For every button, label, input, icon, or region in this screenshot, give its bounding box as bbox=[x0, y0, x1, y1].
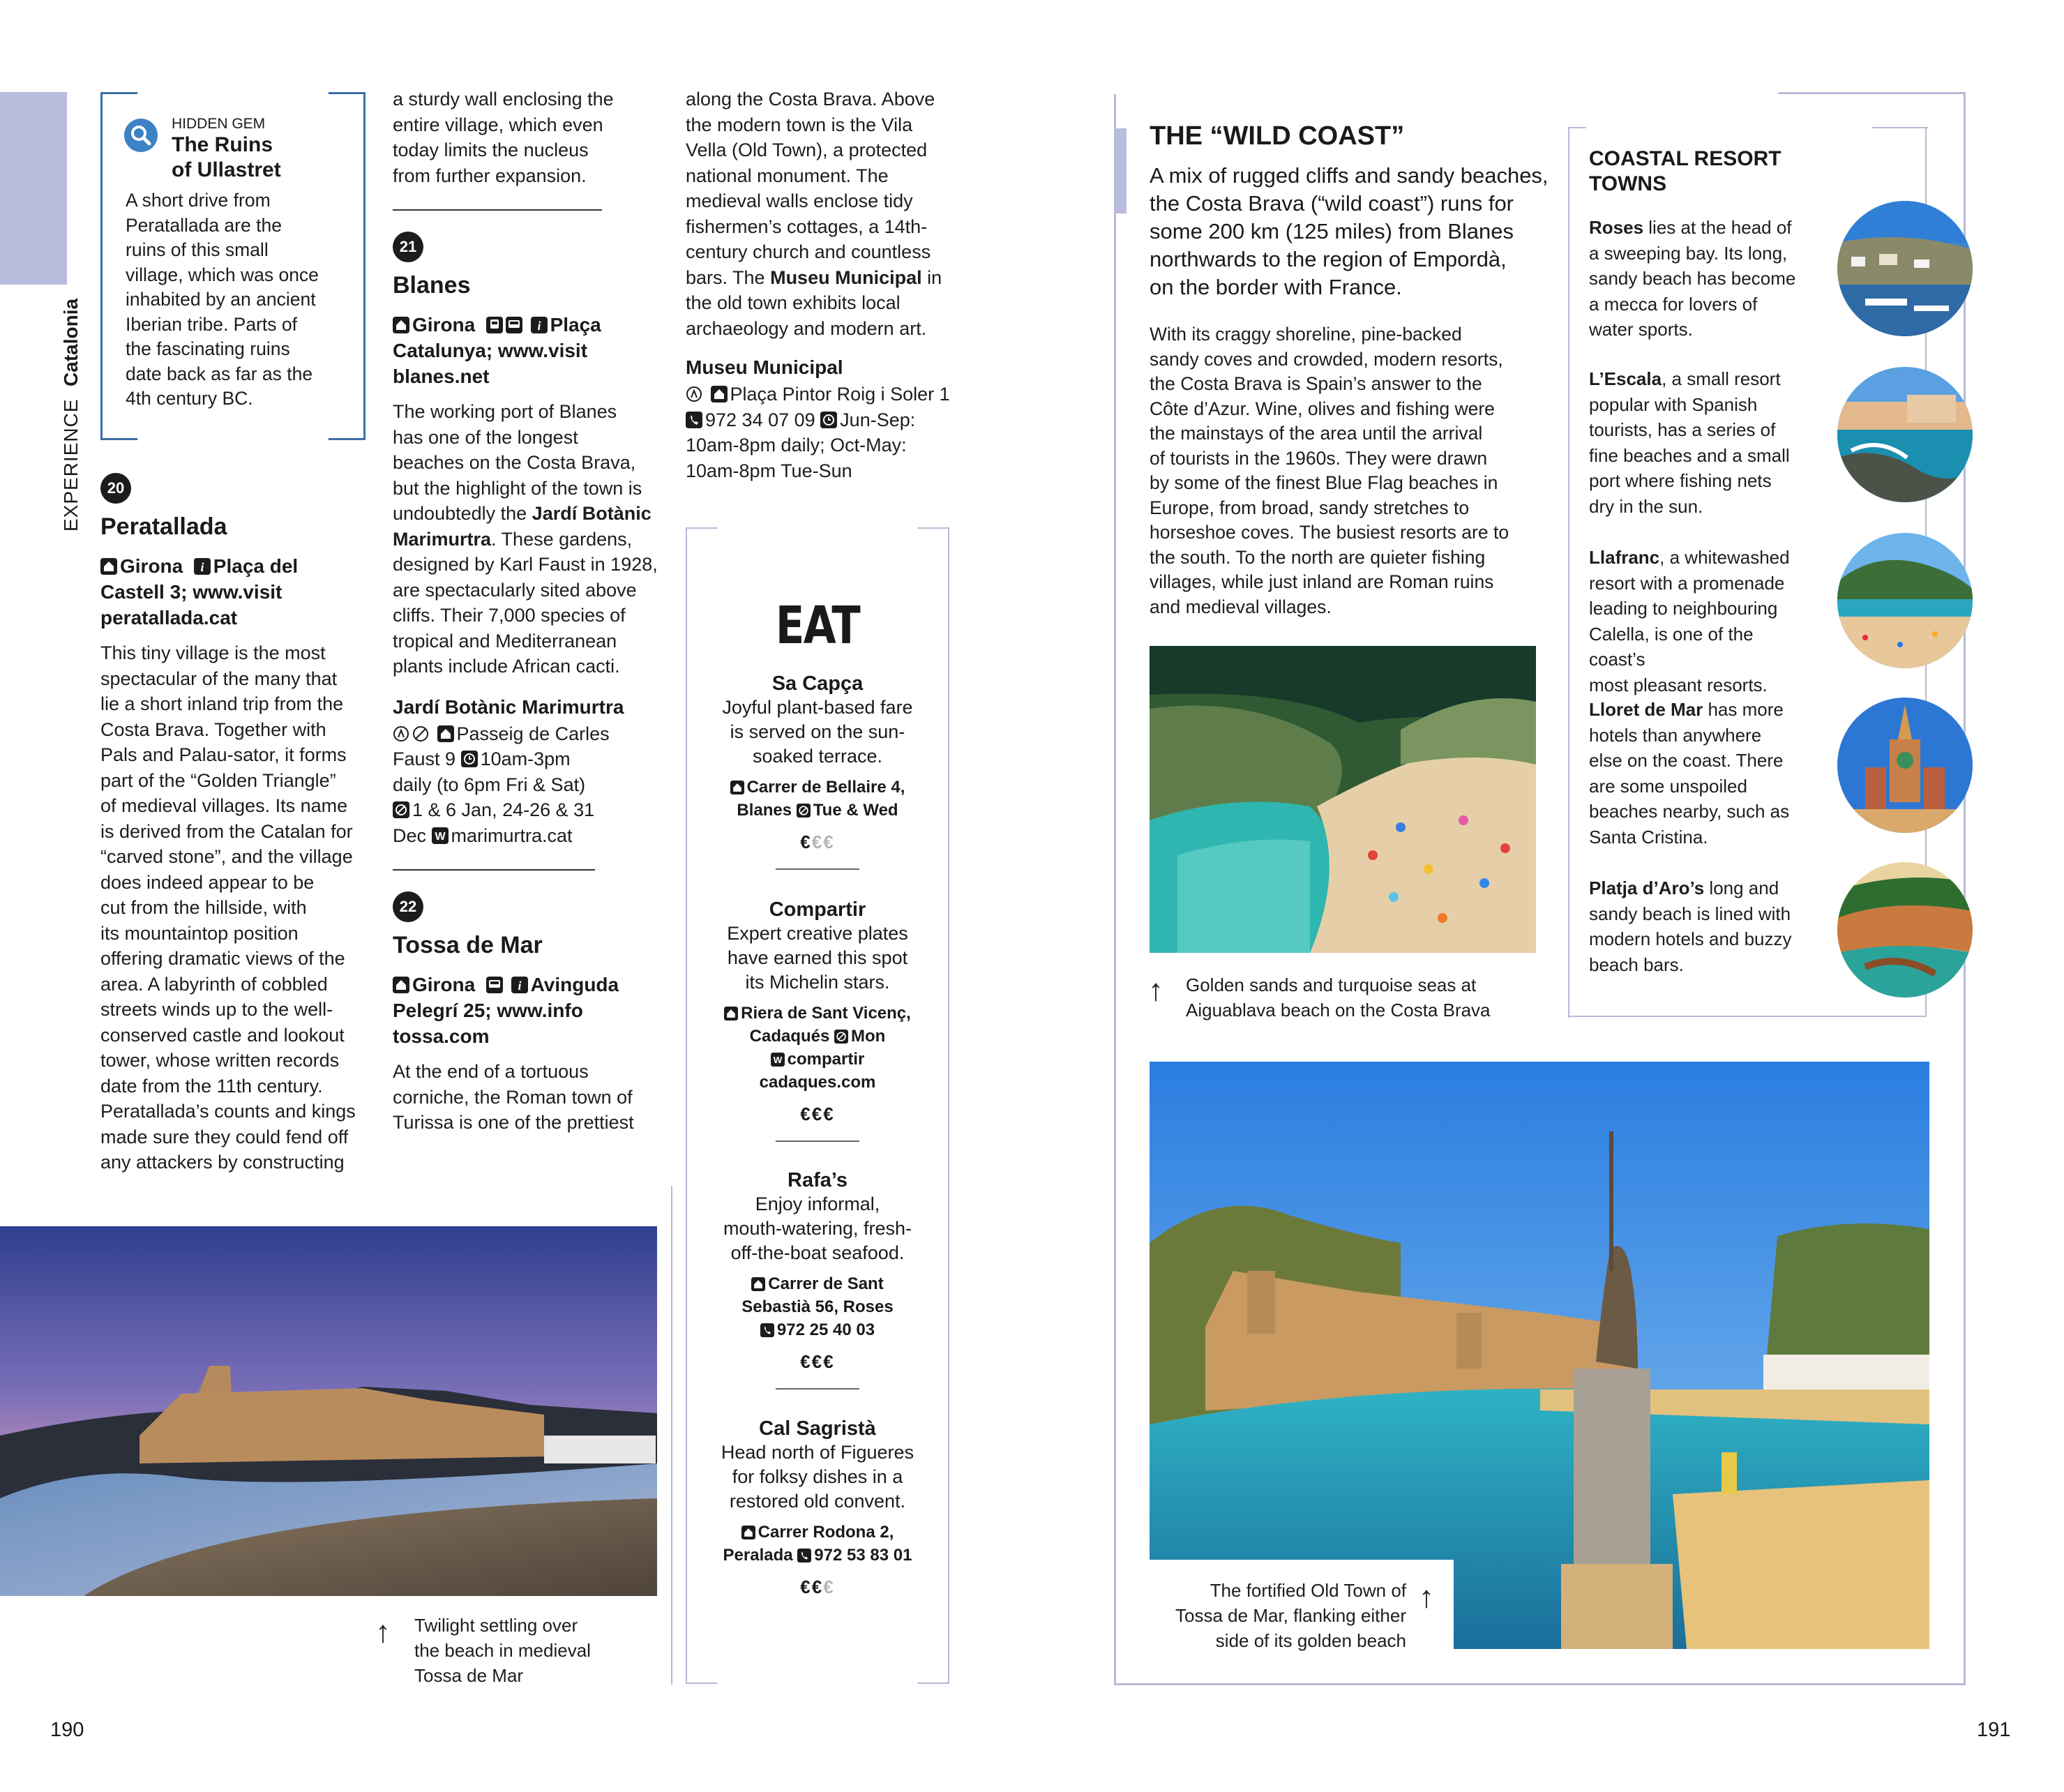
text-line: beaches nearby, such as bbox=[1589, 801, 1790, 822]
resort-entry bbox=[1589, 697, 1812, 850]
photo-lloret-de-mar bbox=[1837, 698, 1973, 833]
column-3 bbox=[686, 86, 965, 483]
hidden-gem-box bbox=[100, 92, 363, 437]
text-line: Vella (Old Town), a protected bbox=[686, 140, 928, 160]
text-line: are spectacularly sited above bbox=[393, 579, 637, 601]
entry-title: Tossa de Mar bbox=[393, 932, 543, 958]
divider bbox=[393, 209, 602, 211]
text-line: popular with Spanish bbox=[1589, 393, 1758, 415]
eat-venue bbox=[700, 1169, 935, 1390]
text-line: medieval walls enclose tidy bbox=[686, 190, 913, 211]
address-text: Carrer Rodona 2, bbox=[758, 1523, 894, 1542]
caption-line: Aiguablava beach on the Costa Brava bbox=[1186, 1000, 1491, 1021]
text-line: resort with a promenade bbox=[1589, 572, 1785, 594]
garden-detail: Dec bbox=[393, 825, 427, 846]
text-line: The working port of Blanes bbox=[393, 401, 617, 422]
resort-name: Roses bbox=[1589, 217, 1644, 238]
feature-body bbox=[1150, 322, 1540, 619]
text-line: most pleasant resorts. bbox=[1589, 674, 1768, 695]
entry-body-continued bbox=[686, 86, 965, 341]
info-icon bbox=[531, 314, 548, 331]
closed-icon bbox=[393, 799, 409, 816]
text-fragment: bars. The bbox=[686, 266, 771, 288]
info-text: peratallada.cat bbox=[100, 607, 238, 628]
resorts-title-line: TOWNS bbox=[1589, 172, 1667, 195]
museum-detail: 972 34 07 09 bbox=[705, 409, 815, 430]
price-on: €€€ bbox=[800, 1104, 835, 1124]
text-line: ruins of this small bbox=[126, 239, 269, 260]
text-line: have earned this spot bbox=[727, 947, 908, 968]
price-off: € bbox=[823, 1576, 835, 1597]
svg-text:W: W bbox=[773, 1055, 782, 1065]
resort-entry bbox=[1589, 215, 1812, 342]
text-line: the old town exhibits local bbox=[686, 292, 901, 313]
venue-desc bbox=[700, 1192, 935, 1265]
text-line: date back as far as the bbox=[126, 363, 313, 384]
garden-name: Jardí Botànic Marimurtra bbox=[393, 695, 624, 718]
text-line: has one of the longest bbox=[393, 426, 578, 448]
text-line: sandy beach has become bbox=[1589, 268, 1796, 289]
text-line: for folksy dishes in a bbox=[732, 1466, 903, 1487]
text-line: village, which was once bbox=[126, 264, 319, 285]
text-fragment: undoubtedly the bbox=[393, 503, 532, 524]
text-line: dry in the sun. bbox=[1589, 495, 1703, 517]
divider bbox=[776, 868, 859, 870]
price-on: €€€ bbox=[800, 1351, 835, 1372]
venue-address bbox=[700, 1002, 935, 1094]
text-line: Expert creative plates bbox=[727, 923, 908, 944]
text-line: offering dramatic views of the bbox=[100, 948, 345, 969]
text-line: spectacular of the many that bbox=[100, 668, 338, 689]
text-fragment: long and bbox=[1704, 878, 1779, 898]
phone-icon bbox=[797, 1546, 811, 1560]
region-label: Catalonia bbox=[60, 298, 82, 386]
section-side-tab bbox=[0, 92, 67, 285]
text-line: from further expansion. bbox=[393, 165, 587, 186]
text-line: hotels than anywhere bbox=[1589, 724, 1762, 746]
info-icon bbox=[511, 974, 528, 991]
caption-line: The fortified Old Town of bbox=[1210, 1580, 1406, 1601]
caption-line: side of its golden beach bbox=[1215, 1630, 1406, 1651]
entry-body bbox=[393, 1059, 665, 1136]
text-line: the mainstays of the area until the arrival bbox=[1150, 423, 1483, 444]
text-line: Iberian tribe. Parts of bbox=[126, 313, 297, 335]
text-line: With its craggy shoreline, pine-backed bbox=[1150, 324, 1462, 345]
text-line: At the end of a tortuous bbox=[393, 1061, 589, 1082]
text-line: A short drive from bbox=[126, 190, 271, 211]
info-text: Girona bbox=[412, 974, 476, 995]
text-line: tropical and Mediterranean bbox=[393, 630, 617, 652]
photo-platja-daro bbox=[1837, 862, 1973, 997]
text-line: Peratallada’s counts and kings bbox=[100, 1101, 356, 1122]
feature-accent-bar bbox=[1114, 128, 1127, 213]
text-line: the fascinating ruins bbox=[126, 338, 290, 359]
text-line: the Costa Brava (“wild coast”) runs for bbox=[1150, 191, 1514, 216]
address-text: Blanes bbox=[737, 801, 792, 820]
address-icon bbox=[730, 778, 744, 792]
arrow-up-icon: ↑ bbox=[1148, 973, 1163, 1007]
resort-name: Llafranc bbox=[1589, 547, 1660, 568]
accessibility-icon bbox=[686, 384, 702, 400]
entry-info bbox=[393, 972, 665, 1049]
text-line: area. A labyrinth of cobbled bbox=[100, 973, 328, 995]
address-icon bbox=[751, 1274, 765, 1288]
garden-detail: marimurtra.cat bbox=[451, 825, 573, 846]
info-text: tossa.com bbox=[393, 1025, 490, 1047]
text-line: date from the 11th century. bbox=[100, 1075, 323, 1097]
info-text: blanes.net bbox=[393, 366, 490, 387]
text-line: fine beaches and a small bbox=[1589, 444, 1790, 466]
entry-body-continued bbox=[393, 86, 665, 188]
museum-name-bold: Museu Municipal bbox=[770, 266, 922, 288]
text-line: a mecca for lovers of bbox=[1589, 293, 1758, 315]
text-line: This tiny village is the most bbox=[100, 642, 326, 663]
text-fragment: , a whitewashed bbox=[1659, 547, 1790, 568]
text-line: part of the “Golden Triangle” bbox=[100, 769, 336, 791]
text-line: Peratallada are the bbox=[126, 214, 282, 236]
caption-line: the beach in medieval bbox=[414, 1640, 591, 1661]
address-icon bbox=[100, 555, 117, 572]
photo-roses bbox=[1837, 201, 1973, 336]
caption-line: Twilight settling over bbox=[414, 1615, 578, 1636]
venue-address bbox=[700, 776, 935, 822]
price-on: €€ bbox=[800, 1576, 824, 1597]
text-line: are some unspoiled bbox=[1589, 775, 1747, 797]
text-line: restored old convent. bbox=[729, 1491, 906, 1512]
entry-peratallada bbox=[100, 473, 372, 1175]
section-side-label bbox=[60, 299, 82, 532]
hidden-gem-body bbox=[126, 188, 356, 412]
photo-lescala bbox=[1837, 367, 1973, 502]
address-icon bbox=[741, 1523, 755, 1537]
venue-address bbox=[700, 1521, 935, 1567]
info-text: Girona bbox=[412, 314, 476, 336]
text-line: mouth-watering, fresh- bbox=[723, 1218, 912, 1239]
venue-desc bbox=[700, 1440, 935, 1514]
photo-aiguablava-beach bbox=[1150, 646, 1536, 953]
info-text: Girona bbox=[120, 555, 183, 577]
arrow-up-icon: ↑ bbox=[375, 1615, 391, 1649]
hidden-gem-kicker: HIDDEN GEM bbox=[172, 116, 266, 132]
text-line: Head north of Figueres bbox=[721, 1442, 914, 1463]
svg-text:W: W bbox=[434, 830, 446, 843]
text-line: corniche, the Roman town of bbox=[393, 1086, 633, 1108]
clock-icon bbox=[820, 409, 837, 426]
text-line: plants include African cacti. bbox=[393, 656, 620, 677]
section-label: EXPERIENCE bbox=[60, 398, 82, 532]
resorts-box-bottom bbox=[1568, 1016, 1927, 1017]
bus-icon bbox=[506, 314, 522, 331]
page-number: 191 bbox=[1977, 1719, 2011, 1741]
price-rating bbox=[700, 1576, 935, 1598]
text-line: water sports. bbox=[1589, 319, 1693, 340]
divider bbox=[776, 1388, 859, 1390]
garden-detail: Passeig de Carles bbox=[456, 723, 610, 744]
address-icon bbox=[437, 723, 454, 740]
info-text: Plaça bbox=[550, 314, 601, 336]
resort-entry bbox=[1589, 875, 1812, 977]
text-line: streets winds up to the well- bbox=[100, 999, 333, 1020]
info-text: Castell 3; www.visit bbox=[100, 581, 283, 603]
info-text: Avinguda bbox=[530, 974, 619, 995]
text-line: along the Costa Brava. Above bbox=[686, 89, 935, 110]
column-divider bbox=[671, 1186, 672, 1685]
text-line: of medieval villages. Its name bbox=[100, 795, 348, 816]
text-line: but the highlight of the town is bbox=[393, 477, 642, 499]
closed-icon bbox=[797, 801, 811, 815]
text-line: Calella, is one of the coast’s bbox=[1589, 623, 1754, 670]
resorts-title-line: COASTAL RESORT bbox=[1589, 147, 1781, 170]
text-line: by some of the finest Blue Flag beaches in bbox=[1150, 472, 1498, 493]
price-off: €€ bbox=[811, 831, 835, 852]
phone-icon bbox=[760, 1320, 774, 1334]
text-line: fishermen’s cottages, a 14th- bbox=[686, 216, 928, 237]
photo-caption bbox=[414, 1613, 651, 1688]
eat-box bbox=[686, 527, 949, 1684]
museum-detail: 10am-8pm Tue-Sun bbox=[686, 460, 852, 481]
price-rating bbox=[700, 1104, 935, 1125]
resort-name: Lloret de Mar bbox=[1589, 699, 1703, 720]
entry-number: 20 bbox=[100, 473, 131, 504]
text-fragment: has more bbox=[1703, 699, 1784, 720]
venue-name: Compartir bbox=[769, 898, 866, 921]
garden-name-bold: Jardí Botànic bbox=[532, 503, 651, 524]
info-text: Catalunya; www.visit bbox=[393, 340, 588, 361]
garden-detail: 1 & 6 Jan, 24-26 & 31 bbox=[412, 799, 595, 820]
website-text: compartir bbox=[787, 1050, 865, 1069]
address-icon bbox=[393, 974, 409, 991]
caption-line: Golden sands and turquoise seas at bbox=[1186, 974, 1477, 995]
entry-info bbox=[393, 312, 665, 389]
museum-detail: 10am-8pm daily; Oct-May: bbox=[686, 435, 907, 455]
price-rating bbox=[700, 831, 935, 853]
garden-detail: 10am-3pm bbox=[480, 748, 571, 769]
web-icon bbox=[771, 1050, 785, 1064]
text-line: else on the coast. There bbox=[1589, 750, 1784, 771]
tossa-caption bbox=[1151, 1578, 1406, 1653]
photo-tossa-twilight bbox=[0, 1226, 657, 1596]
column-2 bbox=[393, 86, 665, 1136]
address-icon bbox=[711, 384, 728, 400]
text-line: Pals and Palau-sator, it forms bbox=[100, 744, 347, 765]
hidden-gem-title bbox=[172, 133, 281, 183]
info-text: Pelegrí 25; www.info bbox=[393, 1000, 583, 1021]
museum-details bbox=[686, 382, 965, 483]
info-text: Plaça del bbox=[213, 555, 299, 577]
svg-text:i: i bbox=[537, 319, 541, 333]
entry-number: 21 bbox=[393, 232, 423, 262]
resort-name: L’Escala bbox=[1589, 368, 1662, 389]
garden-name-bold: Marimurtra bbox=[393, 528, 492, 550]
text-fragment: , a small resort bbox=[1662, 368, 1781, 389]
venue-name: Cal Sagristà bbox=[759, 1417, 876, 1440]
entry-body bbox=[393, 399, 665, 679]
text-line: century church and countless bbox=[686, 241, 931, 262]
caption-line: Tossa de Mar, flanking either bbox=[1175, 1605, 1406, 1626]
text-line: the south. To the north are quieter fishing bbox=[1150, 546, 1486, 568]
text-line: “carved stone”, and the village bbox=[100, 846, 353, 867]
venue-name: Rafa’s bbox=[788, 1169, 848, 1191]
text-line: cliffs. Their 7,000 species of bbox=[393, 605, 626, 626]
text-line: a sturdy wall enclosing the bbox=[393, 89, 614, 110]
text-line: sandy beach is lined with bbox=[1589, 903, 1791, 924]
feature-title: THE “WILD COAST” bbox=[1150, 121, 1405, 151]
entry-body bbox=[100, 640, 372, 1175]
resort-entry bbox=[1589, 366, 1812, 519]
resort-entry bbox=[1589, 545, 1812, 698]
text-line: tower, whose written records bbox=[100, 1050, 340, 1071]
price-rating bbox=[700, 1351, 935, 1373]
garden-detail: Faust 9 bbox=[393, 748, 456, 769]
text-fragment: . These gardens, bbox=[491, 528, 633, 550]
text-line: off-the-boat seafood. bbox=[730, 1242, 905, 1263]
train-icon bbox=[486, 314, 503, 331]
text-line: is derived from the Catalan for bbox=[100, 820, 353, 842]
text-line: sandy coves and crowded, modern resorts, bbox=[1150, 348, 1503, 370]
address-text: Sebastià 56, Roses bbox=[741, 1297, 894, 1316]
venue-name: Sa Capça bbox=[771, 672, 864, 695]
text-line: does indeed appear to be bbox=[100, 871, 315, 893]
text-line: Costa Brava. Together with bbox=[100, 718, 326, 740]
price-on: € bbox=[800, 831, 812, 852]
entry-number: 22 bbox=[393, 891, 423, 922]
resorts-title bbox=[1589, 146, 1781, 197]
text-line: the Costa Brava is Spain’s answer to the bbox=[1150, 373, 1482, 394]
text-line: today limits the nucleus bbox=[393, 140, 589, 160]
photo-llafranc bbox=[1837, 533, 1973, 668]
svg-text:i: i bbox=[200, 560, 204, 574]
text-line: villages, while just inland are Roman ruins bbox=[1150, 571, 1494, 592]
phone-icon bbox=[686, 409, 702, 426]
caption-line: Tossa de Mar bbox=[414, 1665, 524, 1686]
text-line: Turissa is one of the prettiest bbox=[393, 1112, 634, 1133]
text-line: northwards to the region of Empordà, bbox=[1150, 247, 1507, 271]
eat-venue bbox=[700, 898, 935, 1142]
text-line: some 200 km (125 miles) from Blanes bbox=[1150, 219, 1514, 243]
text-line: beach bars. bbox=[1589, 954, 1684, 975]
accessibility-icon bbox=[393, 723, 409, 740]
address-text: Peralada bbox=[723, 1546, 793, 1565]
text-line: a sweeping bay. Its long, bbox=[1589, 242, 1788, 264]
magnifier-icon bbox=[124, 119, 158, 152]
closed-days: Mon bbox=[851, 1027, 886, 1046]
entry-title: Blanes bbox=[393, 272, 471, 299]
text-fragment: lies at the head of bbox=[1643, 217, 1792, 238]
web-icon bbox=[432, 825, 449, 842]
text-line: any attackers by constructing bbox=[100, 1152, 345, 1173]
address-icon bbox=[724, 1004, 738, 1018]
text-line: entire village, which even bbox=[393, 114, 603, 135]
bus-icon bbox=[486, 974, 503, 991]
text-line: horseshoe coves. The busiest resorts are to bbox=[1150, 522, 1509, 543]
hidden-gem-title-line: of Ullastret bbox=[172, 158, 281, 181]
text-line: inhabited by an ancient bbox=[126, 289, 316, 310]
closed-days: Tue & Wed bbox=[813, 801, 898, 820]
venue-desc bbox=[700, 921, 935, 995]
text-line: cut from the hillside, with bbox=[100, 897, 307, 918]
venue-address bbox=[700, 1272, 935, 1341]
text-line: Santa Cristina. bbox=[1589, 826, 1708, 848]
address-icon bbox=[393, 314, 409, 331]
text-line: Côte d’Azur. Wine, olives and fishing were bbox=[1150, 398, 1495, 419]
text-line: national monument. The bbox=[686, 165, 889, 186]
text-line: lie a short inland trip from the bbox=[100, 693, 344, 714]
text-line: designed by Karl Faust in 1928, bbox=[393, 554, 658, 575]
website-text: cadaques.com bbox=[759, 1073, 876, 1092]
text-line: tourists, has a series of bbox=[1589, 419, 1776, 440]
text-line: 4th century BC. bbox=[126, 388, 253, 409]
text-line: the modern town is the Vila bbox=[686, 114, 913, 135]
text-line: beaches on the Costa Brava, bbox=[393, 452, 636, 473]
address-text: Carrer de Sant bbox=[768, 1274, 884, 1293]
hidden-gem-title-line: The Ruins bbox=[172, 133, 273, 156]
text-line: of tourists in the 1960s. They were drawn bbox=[1150, 447, 1488, 469]
text-line: its mountaintop position bbox=[100, 922, 299, 944]
page-number: 190 bbox=[50, 1719, 84, 1741]
text-line: Europe, from broad, sandy stretches to bbox=[1150, 497, 1470, 518]
svg-text:i: i bbox=[518, 979, 522, 993]
divider bbox=[776, 1140, 859, 1142]
arrow-up-icon: ↑ bbox=[1419, 1580, 1434, 1614]
text-line: made sure they could fend off bbox=[100, 1126, 349, 1147]
text-line: its Michelin stars. bbox=[745, 972, 890, 993]
garden-detail: daily (to 6pm Fri & Sat) bbox=[393, 774, 586, 795]
beach-caption bbox=[1186, 972, 1535, 1023]
text-line: conserved castle and lookout bbox=[100, 1024, 345, 1046]
closed-icon bbox=[834, 1027, 848, 1041]
text-line: port where fishing nets bbox=[1589, 470, 1772, 491]
resorts-box-topmask bbox=[1596, 126, 1872, 130]
text-line: soaked terrace. bbox=[752, 746, 883, 767]
eat-venue bbox=[700, 672, 935, 870]
museum-name: Museu Municipal bbox=[686, 356, 843, 378]
divider bbox=[393, 869, 595, 871]
text-line: on the border with France. bbox=[1150, 275, 1402, 299]
text-line: is served on the sun- bbox=[730, 721, 905, 742]
text-line: and medieval villages. bbox=[1150, 596, 1332, 617]
venue-desc bbox=[700, 695, 935, 769]
text-line: A mix of rugged cliffs and sandy beaches, bbox=[1150, 163, 1549, 188]
museum-detail: Jun-Sep: bbox=[840, 409, 916, 430]
address-text: Carrer de Bellaire 4, bbox=[746, 778, 905, 797]
info-icon bbox=[194, 555, 211, 572]
entry-title: Peratallada bbox=[100, 513, 227, 540]
no-entry-icon bbox=[412, 723, 429, 740]
address-text: Cadaqués bbox=[749, 1027, 830, 1046]
text-line: modern hotels and buzzy bbox=[1589, 928, 1792, 949]
text-line: Joyful plant-based fare bbox=[722, 697, 913, 718]
feature-intro bbox=[1150, 162, 1568, 301]
address-text: Riera de Sant Vicenç, bbox=[741, 1004, 911, 1023]
text-line: Enjoy informal, bbox=[755, 1194, 880, 1214]
text-fragment: in bbox=[921, 266, 942, 288]
text-line: leading to neighbouring bbox=[1589, 598, 1778, 619]
entry-info bbox=[100, 553, 372, 631]
text-line: archaeology and modern art. bbox=[686, 317, 927, 339]
eat-heading: EAT bbox=[775, 596, 860, 656]
garden-details bbox=[393, 721, 665, 849]
museum-detail: Plaça Pintor Roig i Soler 1 bbox=[730, 384, 950, 405]
phone-text: 972 25 40 03 bbox=[776, 1320, 875, 1339]
clock-icon bbox=[461, 748, 478, 765]
resort-name: Platja d’Aro’s bbox=[1589, 878, 1705, 898]
phone-text: 972 53 83 01 bbox=[814, 1546, 912, 1565]
eat-venue bbox=[700, 1417, 935, 1598]
